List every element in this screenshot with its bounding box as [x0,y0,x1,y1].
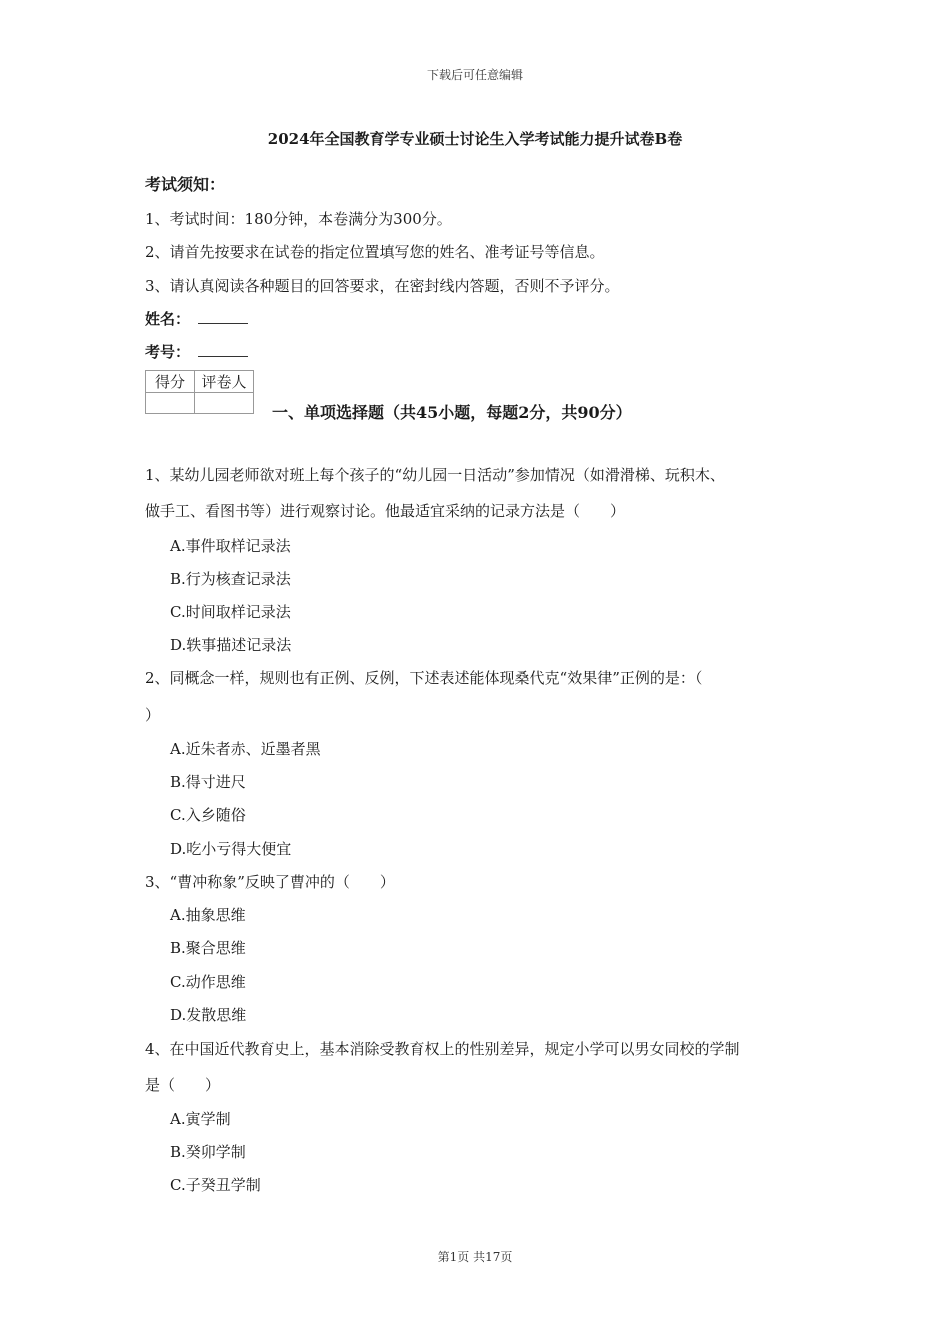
id-field [145,341,248,362]
option-d[interactable]: D.吃小亏得大便宜 [170,840,292,858]
grader-header: 评卷人 [195,371,254,393]
id-label: 考号： [145,343,191,361]
name-label: 姓名： [145,310,191,328]
name-field [145,308,248,329]
option-a[interactable]: A.寅学制 [170,1110,231,1128]
option-d[interactable]: D.发散思维 [170,1006,247,1024]
score-table [145,370,254,414]
option-c[interactable]: C.动作思维 [170,973,246,991]
question-text: 4、在中国近代教育史上，基本消除受教育权上的性别差异，规定小学可以男女同校的学制 [145,1040,740,1058]
question-text: ） [145,706,161,724]
option-a[interactable]: A.抽象思维 [170,906,246,924]
name-blank[interactable] [198,309,248,324]
question-text: 是（ ） [145,1076,221,1094]
option-c[interactable]: C.子癸丑学制 [170,1176,261,1194]
notice-item: 3、请认真阅读各种题目的回答要求，在密封线内答题，否则不予评分。 [145,277,620,295]
option-c[interactable]: C.入乡随俗 [170,806,246,824]
option-a[interactable]: A.近朱者赤、近墨者黑 [170,740,321,758]
question-text: 做手工、看图书等）进行观察讨论。他最适宜采纳的记录方法是（ ） [145,502,626,520]
grader-cell[interactable] [195,393,254,414]
question-text: 2、同概念一样，规则也有正例、反例，下述表述能体现桑代克“效果律”正例的是：（ [145,669,703,687]
section-title: 一、单项选择题（共45小题，每题2分，共90分） [272,403,632,422]
option-b[interactable]: B.癸卯学制 [170,1143,246,1161]
question-text: 3、“曹冲称象”反映了曹冲的（ ） [145,873,395,891]
page-header: 下载后可任意编辑 [426,68,523,82]
option-d[interactable]: D.轶事描述记录法 [170,636,292,654]
option-b[interactable]: B.聚合思维 [170,939,246,957]
option-a[interactable]: A.事件取样记录法 [170,537,291,555]
question-text: 1、某幼儿园老师欲对班上每个孩子的“幼儿园一日活动”参加情况（如滑滑梯、玩积木、 [145,466,725,484]
id-blank[interactable] [198,342,248,357]
score-header: 得分 [146,371,195,393]
notice-item: 2、请首先按要求在试卷的指定位置填写您的姓名、准考证号等信息。 [145,243,605,261]
option-b[interactable]: B.得寸进尺 [170,773,246,791]
option-b[interactable]: B.行为核查记录法 [170,570,291,588]
option-c[interactable]: C.时间取样记录法 [170,603,291,621]
notice-item: 1、考试时间：180分钟，本卷满分为300分。 [145,210,452,228]
page-footer: 第1页 共17页 [437,1250,513,1264]
document-title: 2024年全国教育学专业硕士讨论生入学考试能力提升试卷B卷 [267,130,683,148]
notice-heading: 考试须知： [145,175,226,194]
score-cell[interactable] [146,393,195,414]
